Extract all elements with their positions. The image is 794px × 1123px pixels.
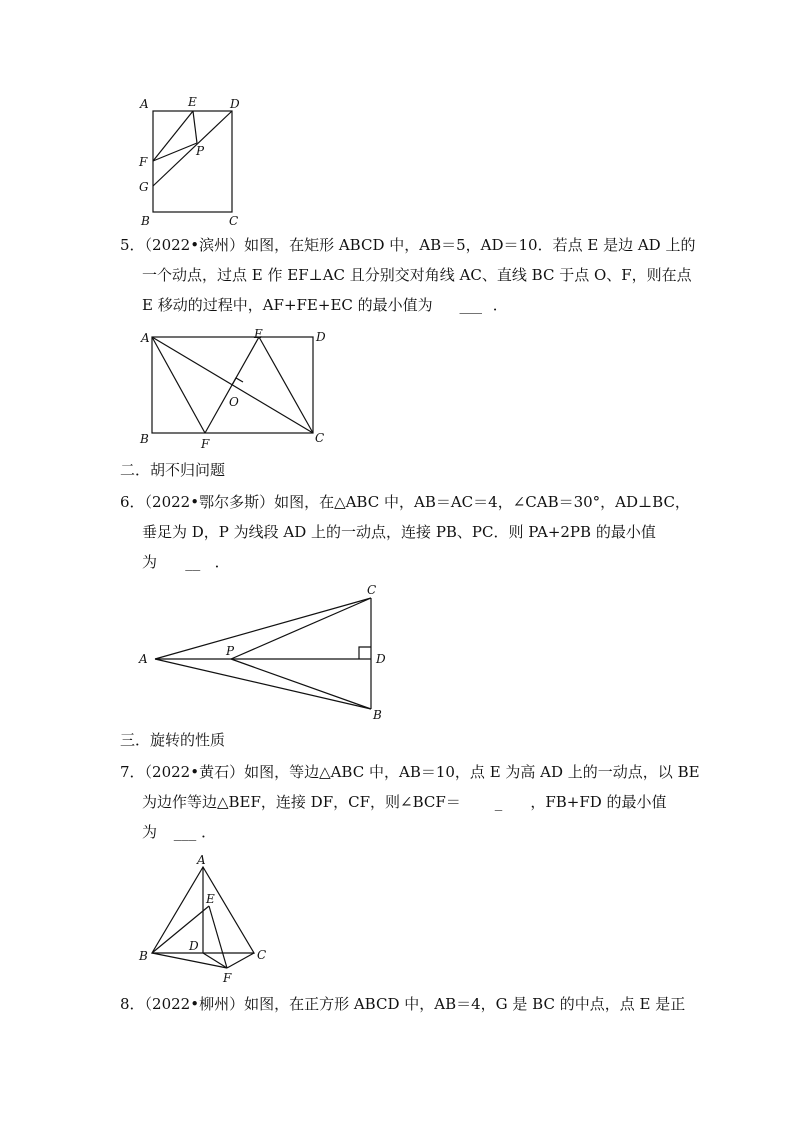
problem-5-text	[120, 230, 696, 320]
segment-pb	[231, 659, 371, 709]
label-b: B	[373, 708, 382, 722]
label-e: E	[254, 327, 263, 341]
problem-7-line-3-end: ．	[201, 823, 217, 841]
figure-triangle-altitude	[135, 582, 395, 722]
problem-6-line-2: 垂足为 D，P 为线段 AD 上的一动点，连接 PB、PC．则 PA+2PB 的最小值	[142, 523, 656, 541]
problem-5-line-2: 一个动点，过点 E 作 EF⊥AC 且分别交对角线 AC、直线 BC 于点 O、F，则在点	[142, 266, 692, 284]
problem-7-text	[120, 757, 700, 847]
segment-pc	[231, 598, 371, 659]
problem-7-line-3-text: 为	[142, 823, 158, 841]
label-c: C	[257, 948, 267, 962]
segment-af	[152, 337, 205, 433]
section-heading-3: 三．旋转的性质	[120, 731, 226, 749]
segment-ep	[193, 111, 197, 143]
problem-7-line-2-text: 为边作等边△BEF，连接 DF，CF，则∠BCF＝	[142, 793, 461, 811]
segment-be	[152, 906, 209, 953]
label-d: D	[230, 97, 240, 111]
label-d: D	[189, 939, 199, 953]
label-a: A	[197, 853, 206, 867]
segment-gd	[153, 111, 232, 186]
problem-6-line-3-text: 为	[142, 553, 158, 571]
label-e: E	[206, 892, 215, 906]
answer-blank-5[interactable]: ___	[459, 296, 482, 314]
label-d: D	[376, 652, 386, 666]
answer-blank-7a[interactable]: _	[494, 793, 503, 811]
label-o: O	[229, 395, 239, 409]
label-g: G	[139, 180, 149, 194]
problem-5-line-1: 5．（2022•滨州）如图，在矩形 ABCD 中，AB＝5，AD＝10．若点 E 是边 AD 上的	[120, 236, 696, 254]
problem-6-line-3-end: ．	[214, 553, 230, 571]
label-c: C	[229, 214, 239, 228]
label-b: B	[141, 214, 150, 228]
segment-ec	[259, 337, 313, 433]
label-e: E	[188, 95, 197, 109]
problem-5-line-3-end: ．	[492, 296, 508, 314]
label-a: A	[141, 331, 150, 345]
segment-ab	[155, 659, 371, 709]
problem-8-line-1: 8．（2022•柳州）如图，在正方形 ABCD 中，AB＝4，G 是 BC 的中点，点 E 是正	[120, 995, 686, 1013]
label-d: D	[316, 330, 326, 344]
problem-7-line-1: 7．（2022•黄石）如图，等边△ABC 中，AB＝10，点 E 为高 AD 上的一动点，以 BE	[120, 763, 700, 781]
section-heading-2: 二．胡不归问题	[120, 461, 226, 479]
answer-blank-7b[interactable]: ___	[173, 823, 197, 841]
problem-6-line-1: 6．（2022•鄂尔多斯）如图，在△ABC 中，AB＝AC＝4，∠CAB＝30°，AD⊥BC，	[120, 493, 690, 511]
problem-8-text	[120, 989, 686, 1019]
label-c: C	[315, 431, 325, 445]
answer-blank-6[interactable]: __	[185, 553, 201, 571]
label-a: A	[139, 652, 148, 666]
label-b: B	[140, 432, 149, 446]
problem-7-line-2-end: ，FB+FD 的最小值	[530, 793, 667, 811]
problem-5-line-3	[120, 290, 680, 320]
label-a: A	[140, 97, 149, 111]
problem-5-line-3-text: E 移动的过程中，AF+FE+EC 的最小值为	[142, 296, 433, 314]
segment-cf	[227, 953, 254, 968]
problem-6-text	[120, 487, 690, 577]
label-c: C	[367, 583, 377, 597]
figure-equilateral-triangles	[130, 848, 280, 988]
label-b: B	[139, 949, 148, 963]
segment-ac	[155, 598, 371, 659]
label-p: P	[196, 144, 205, 158]
figure-rectangle-efpg	[130, 92, 260, 232]
label-p: P	[226, 644, 235, 658]
problem-7-line-2	[120, 787, 680, 817]
label-f: F	[223, 971, 232, 985]
problem-6-line-3	[120, 547, 680, 577]
label-f: F	[139, 155, 148, 169]
right-angle-mark-d	[359, 647, 371, 659]
label-f: F	[201, 437, 210, 451]
right-angle-mark-o	[232, 378, 243, 385]
problem-7-line-3	[120, 817, 680, 847]
rectangle-abcd	[153, 111, 232, 212]
figure-rectangle-ac-diagonal	[135, 326, 335, 451]
